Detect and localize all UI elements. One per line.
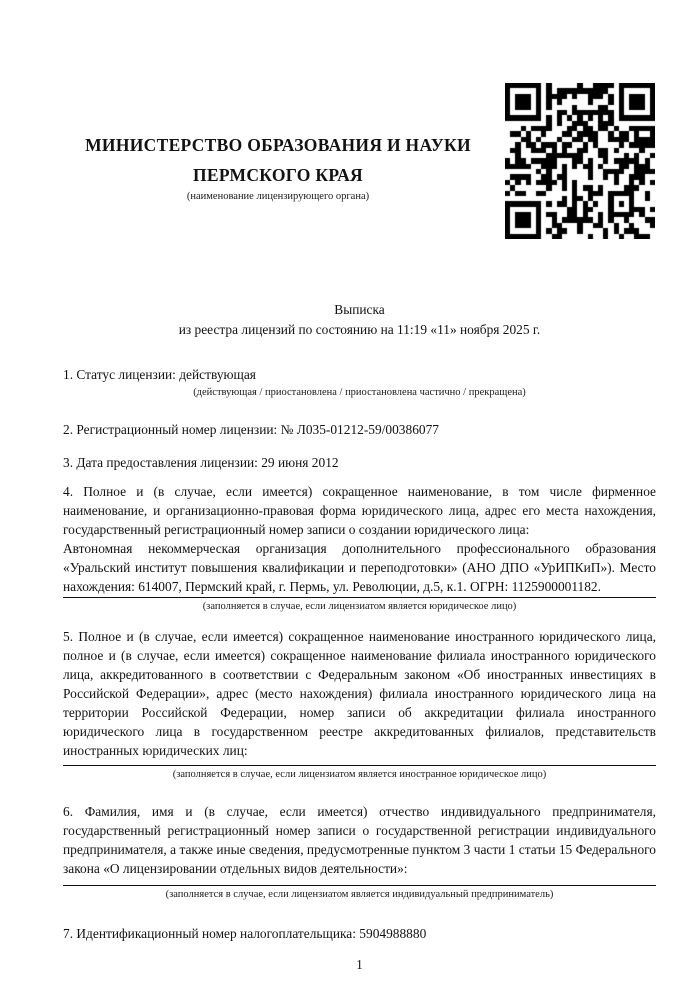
qr-code <box>505 83 655 239</box>
item-individual-entrepreneur-question: 6. Фамилия, имя и (в случае, если имеется) отчество индивидуального предпринимателя, государственный регистрационный номер записи о государственной регистрации индивидуального предпринимателя, а также иные сведения, предусмотренные пунктом 3 части 1 статьи 15 Федерального закона «О лицензировании отдельных видов деятельности»: <box>63 804 656 876</box>
fill-line-individual-entrepreneur <box>63 885 656 886</box>
ministry-header <box>63 130 493 204</box>
item-taxpayer-number: 7. Идентификационный номер налогоплательщика: 5904988880 <box>63 926 427 941</box>
item-legal-entity-value: Автономная некоммерческая организация дополнительного профессионального образования «Уральский институт повышения квалификации и переподготовки» (АНО ДПО «УрИПКиП»). Место нахождения: 614007, Пермский край, г. Пермь, ул. Революции, д.5, к.1. ОГРН: 1125900001182. <box>63 541 656 594</box>
page-number: 1 <box>356 957 363 972</box>
document-title <box>63 300 656 340</box>
item-legal-entity-caption: (заполняется в случае, если лицензиатом является юридическое лицо) <box>202 601 517 612</box>
item-foreign-entity-question: 5. Полное и (в случае, если имеется) сокращенное наименование иностранного юридического лица, полное и (в случае, если имеется) сокращенное наименование филиала иностранного юридического лица, аккредитованного в соответствии с Федеральным законом «Об иностранных инвестициях в Российской Федерации», адрес (место нахождения) филиала иностранного юридического лица на территории Российской Федерации, номер записи об аккредитации филиала иностранного юридического лица в государственном реестре аккредитованных филиалов, представительств иностранных юридических лиц: <box>63 629 656 758</box>
fill-line-foreign-entity <box>63 765 656 766</box>
item-registration-number: 2. Регистрационный номер лицензии: № Л035-01212-59/00386077 <box>63 422 439 437</box>
item-legal-entity-question: 4. Полное и (в случае, если имеется) сокращенное наименование, в том числе фирменное наименование, и организационно-правовая форма юридического лица, адрес его места нахождения, государственный регистрационный номер записи о создании юридического лица: <box>63 484 656 537</box>
item-license-status-caption: (действующая / приостановлена / приостановлена частично / прекращена) <box>193 387 526 398</box>
item-foreign-entity-caption: (заполняется в случае, если лицензиатом является иностранное юридическое лицо) <box>172 769 547 780</box>
item-license-status: 1. Статус лицензии: действующая <box>63 367 256 382</box>
document-title-line1: Выписка <box>334 302 385 317</box>
ministry-header-caption: (наименование лицензирующего органа) <box>186 191 370 202</box>
item-individual-entrepreneur-caption: (заполняется в случае, если лицензиатом является индивидуальный предприниматель) <box>165 889 554 900</box>
ministry-name-line1: МИНИСТЕРСТВО ОБРАЗОВАНИЯ И НАУКИ <box>85 135 471 155</box>
ministry-name-line2: ПЕРМСКОГО КРАЯ <box>193 165 363 185</box>
document-title-line2: из реестра лицензий по состоянию на 11:19 «11» ноября 2025 г. <box>178 322 541 337</box>
fill-line-legal-entity <box>63 597 656 598</box>
item-license-grant-date: 3. Дата предоставления лицензии: 29 июня 2012 <box>63 455 339 470</box>
qr-code-image <box>505 83 655 239</box>
